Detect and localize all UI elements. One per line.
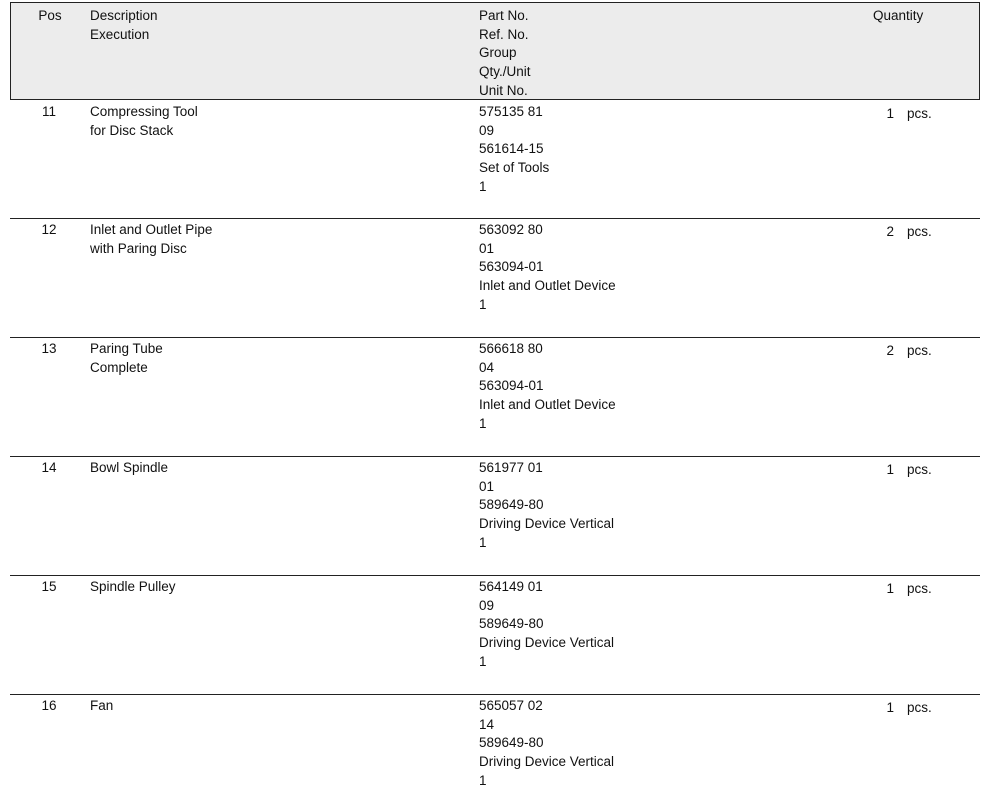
table-row <box>10 218 980 338</box>
quantity-unit: pcs. <box>907 581 932 596</box>
group-value: 563094-01 <box>479 259 544 275</box>
quantity-value: 1 <box>886 106 894 121</box>
ref-no-value: 09 <box>479 597 495 613</box>
header-part-column <box>479 7 839 100</box>
quantity-unit: pcs. <box>907 462 932 477</box>
header-group-label: Group <box>479 45 517 61</box>
table-row <box>10 101 980 220</box>
group-value: 589649-80 <box>479 616 544 632</box>
quantity-unit: pcs. <box>907 700 932 715</box>
quantity-unit: pcs. <box>907 224 932 239</box>
group-value: 563094-01 <box>479 378 544 394</box>
header-pos-label: Pos <box>38 8 62 23</box>
group-value: 589649-80 <box>479 497 544 513</box>
quantity-value: 1 <box>886 462 894 477</box>
row-description <box>90 459 460 478</box>
qty-unit-value: Driving Device Vertical <box>479 754 615 770</box>
qty-unit-value: Driving Device Vertical <box>479 635 615 651</box>
pos-value: 14 <box>41 460 57 475</box>
row-pos <box>28 578 70 597</box>
ref-no-value: 01 <box>479 240 495 256</box>
part-no-value: 564149 01 <box>479 579 543 594</box>
quantity-value: 2 <box>886 343 894 358</box>
header-unit-no-label: Unit No. <box>479 82 528 98</box>
description-text: Paring Tube <box>90 341 163 356</box>
quantity-unit: pcs. <box>907 343 932 358</box>
unit-no-value: 1 <box>479 653 487 669</box>
row-pos <box>28 221 70 240</box>
qty-unit-value: Inlet and Outlet Device <box>479 278 616 294</box>
header-quantity-label: Quantity <box>873 8 924 23</box>
group-value: 589649-80 <box>479 735 544 751</box>
group-value: 561614-15 <box>479 141 544 157</box>
pos-value: 16 <box>41 698 57 713</box>
description-text: Spindle Pulley <box>90 579 176 594</box>
header-part-no-label: Part No. <box>479 8 529 23</box>
execution-text: for Disc Stack <box>90 122 174 138</box>
table-header <box>10 2 980 100</box>
ref-no-value: 14 <box>479 716 495 732</box>
part-no-value: 565057 02 <box>479 698 543 713</box>
row-part-info <box>479 340 839 433</box>
pos-value: 13 <box>41 341 57 356</box>
row-description <box>90 221 460 258</box>
description-text: Inlet and Outlet Pipe <box>90 222 213 237</box>
header-pos-column <box>29 7 71 26</box>
unit-no-value: 1 <box>479 772 487 788</box>
quantity-value: 2 <box>886 224 894 239</box>
table-row <box>10 456 980 576</box>
part-no-value: 561977 01 <box>479 460 543 475</box>
row-pos <box>28 340 70 359</box>
row-part-info <box>479 103 839 196</box>
qty-unit-value: Inlet and Outlet Device <box>479 397 616 413</box>
ref-no-value: 04 <box>479 359 495 375</box>
pos-value: 11 <box>41 104 56 119</box>
quantity-value: 1 <box>886 700 894 715</box>
table-row <box>10 337 980 457</box>
description-text: Compressing Tool <box>90 104 198 119</box>
table-row <box>10 575 980 695</box>
row-description <box>90 340 460 377</box>
description-text: Fan <box>90 698 114 713</box>
header-quantity-column <box>873 7 953 26</box>
row-pos <box>28 459 70 478</box>
row-part-info <box>479 221 839 314</box>
part-no-value: 575135 81 <box>479 104 543 119</box>
unit-no-value: 1 <box>479 178 487 194</box>
unit-no-value: 1 <box>479 534 487 550</box>
description-text: Bowl Spindle <box>90 460 169 475</box>
header-description-label: Description <box>90 8 158 23</box>
ref-no-value: 09 <box>479 122 495 138</box>
row-description <box>90 697 460 716</box>
unit-no-value: 1 <box>479 415 487 431</box>
header-execution-label: Execution <box>90 26 150 42</box>
header-qty-unit-label: Qty./Unit <box>479 64 531 80</box>
table-row <box>10 694 980 803</box>
pos-value: 15 <box>41 579 57 594</box>
quantity-value: 1 <box>886 581 894 596</box>
execution-text: Complete <box>90 359 148 375</box>
unit-no-value: 1 <box>479 296 487 312</box>
header-description-column <box>90 7 460 44</box>
execution-text: with Paring Disc <box>90 240 187 256</box>
row-description <box>90 103 460 140</box>
ref-no-value: 01 <box>479 478 495 494</box>
row-pos <box>28 103 70 122</box>
qty-unit-value: Driving Device Vertical <box>479 516 615 532</box>
part-no-value: 566618 80 <box>479 341 543 356</box>
qty-unit-value: Set of Tools <box>479 160 550 176</box>
row-pos <box>28 697 70 716</box>
row-description <box>90 578 460 597</box>
row-part-info <box>479 697 839 790</box>
header-ref-no-label: Ref. No. <box>479 26 529 42</box>
row-part-info <box>479 578 839 671</box>
part-no-value: 563092 80 <box>479 222 543 237</box>
row-part-info <box>479 459 839 552</box>
pos-value: 12 <box>41 222 57 237</box>
quantity-unit: pcs. <box>907 106 932 121</box>
